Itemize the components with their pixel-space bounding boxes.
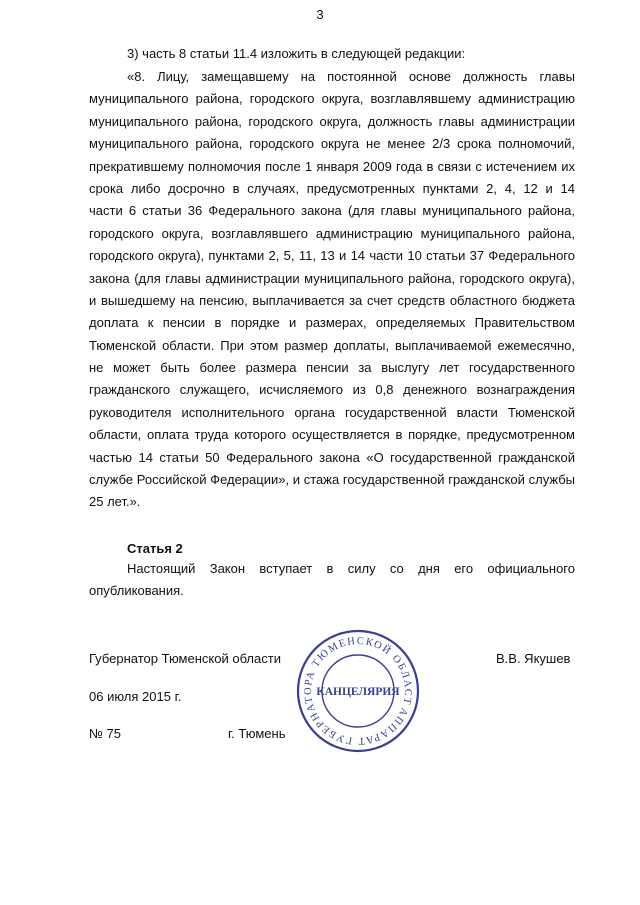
paragraph-line: Тюменской области. При этом размер доплаты, выплачиваемой ежемесячно, xyxy=(89,337,575,353)
office-stamp-icon xyxy=(293,626,423,756)
amendment-intro: 3) часть 8 статьи 11.4 изложить в следующей редакции: xyxy=(127,46,466,61)
paragraph-line: части 6 статьи 36 Федерального закона (для главы муниципального района, xyxy=(89,203,575,219)
paragraph-line: доплата к пенсии в порядке и размерах, определяемых Правительством xyxy=(89,315,575,331)
paragraph-line: «8. Лицу, замещавшему на постоянной основе должность главы xyxy=(127,69,575,84)
paragraph-line: прекратившему полномочия после 1 января 2009 года в связи с истечением их xyxy=(89,158,575,174)
signatory-role: Губернатор Тюменской области xyxy=(89,651,281,666)
paragraph-line: городского округа), пунктами 2, 5, 11, 13 и 14 части 10 статьи 37 Федерального xyxy=(89,248,575,264)
paragraph-line: не может быть более размера пенсии за выслугу лет государственного xyxy=(89,360,575,376)
paragraph-line: муниципального района, городского округа, должность главы администрации xyxy=(89,113,575,129)
signatory-name: В.В. Якушев xyxy=(496,651,571,666)
stamp-center-text: КАНЦЕЛЯРИЯ xyxy=(316,686,400,698)
paragraph-line: муниципального района, городского округа не менее 2/3 срока полномочий, xyxy=(89,136,575,152)
amended-text-block xyxy=(89,66,575,514)
stamp-ring-text: АППАРАТ ГУБЕРНАТОРА ТЮМЕНСКОЙ ОБЛАСТИ xyxy=(302,635,414,747)
paragraph-line: и вышедшему на пенсию, выплачивается за счет средств областного бюджета xyxy=(89,292,575,308)
paragraph-line: руководителя исполнительного органа государственной власти Тюменской xyxy=(89,404,575,420)
article-heading: Статья 2 xyxy=(127,541,183,556)
paragraph-line: Настоящий Закон вступает в силу со дня его официального xyxy=(127,561,575,576)
paragraph-line: гражданского служащего, исчисляемого из 0,8 денежного вознаграждения xyxy=(89,382,575,398)
paragraph-line: частью 14 статьи 50 Федерального закона «О государственной гражданской xyxy=(89,449,575,465)
paragraph-line: закона (для главы администрации муниципального района, городского округа), xyxy=(89,270,575,286)
signing-city: г. Тюмень xyxy=(228,726,286,741)
paragraph-line: области, оплата труда которого осуществляется в порядке, предусмотренном xyxy=(89,427,575,443)
article-body xyxy=(89,558,575,603)
paragraph-line: 25 лет.». xyxy=(89,494,141,510)
page-number: 3 xyxy=(316,7,324,22)
paragraph-line: службе Российской Федерации», и стажа государственной гражданской службы xyxy=(89,472,575,488)
paragraph-line: городского округа, возглавлявшего администрацию муниципального района, xyxy=(89,225,575,241)
paragraph-line: муниципального района, городского округа, возглавлявшему администрацию xyxy=(89,91,575,107)
signing-date: 06 июля 2015 г. xyxy=(89,689,182,704)
law-number: № 75 xyxy=(89,726,122,741)
paragraph-line: срока либо досрочно в случаях, предусмотренных пунктами 2, 4, 12 и 14 xyxy=(89,180,575,196)
paragraph-line: опубликования. xyxy=(89,583,184,599)
